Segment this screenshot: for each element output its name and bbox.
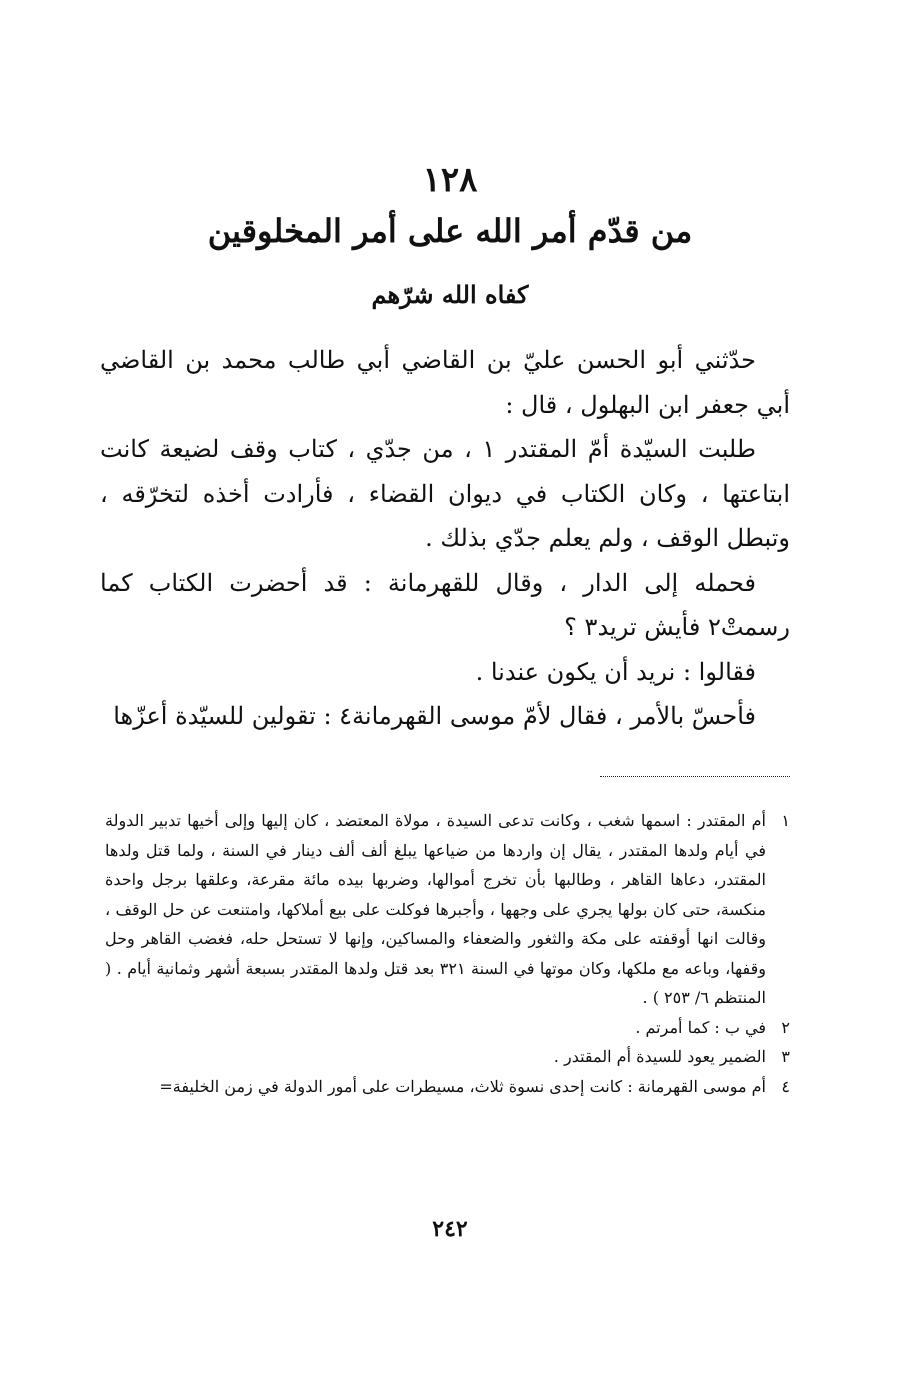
footnote-number: ٣	[781, 1047, 790, 1066]
footnotes	[105, 806, 790, 1101]
story-number: ١٢٨	[422, 160, 478, 200]
footnote-text: أم المقتدر : اسمها شغب ، وكانت تدعى السيدة ، مولاة المعتضد ، كان إليها وإلى أخيها تدبير الدولة في أيام ولدها المقتدر ، يقال إن واردها من ضياعها يبلغ ألف ألف دينار في السنة ، ولما قتل ولدها المقتدر، دعاها القاهر ، وطالبها بأن تخرج أموالها، وضربها بيده مائة مقرعة، وعلقها برجل واحدة منكسة، حتى كان بولها يجري على وجهها ، وأجبرها فوكلت على بيع أملاكها، وامتنعت عن حل الوقف ، وقالت انها أوقفته على مكة والثغور والضعفاء والمساكين، وإنها لا تستحل حله، فغضب القاهر وحل وقفها، وباعه مع ملكها، وكان موتها في السنة ٣٢١ بعد قتل ولدها المقتدر بسبعة أشهر وثمانية أيام . ( المنتظم ٦/ ٢٥٣ ) .	[105, 811, 767, 1007]
story-title: من قدّم أمر الله على أمر المخلوقين	[207, 212, 693, 250]
footnote-text: أم موسى القهرمانة : كانت إحدى نسوة ثلاث، مسيطرات على أمور الدولة في زمن الخليفة=	[159, 1076, 766, 1096]
footnote-3	[105, 1042, 790, 1072]
paragraph-1: حدّثني أبو الحسن عليّ بن القاضي أبي طالب محمد بن القاضي أبي جعفر ابن البهلول ، قال :	[100, 346, 790, 419]
paragraph-4: فقالوا : نريد أن يكون عندنا .	[475, 657, 756, 686]
paragraph-5: فأحسّ بالأمر ، فقال لأمّ موسى القهرمانة٤ : تقولين للسيّدة أعزّها	[113, 702, 756, 730]
footnote-number: ١	[781, 811, 790, 830]
paragraph-2: طلبت السيّدة أمّ المقتدر ١ ، من جدّي ، كتاب وقف لضيعة كانت ابتاعتها ، وكان الكتاب في ديوان القضاء ، فأرادت أخذه لتخرّقه ، وتبطل الوقف ، ولم يعلم جدّي بذلك .	[100, 435, 790, 552]
footnote-2	[105, 1013, 790, 1043]
footnote-1	[105, 806, 790, 1013]
footnote-text: في ب : كما أمرتم .	[635, 1017, 766, 1037]
footnote-separator	[600, 776, 790, 777]
main-text	[100, 338, 790, 739]
footnote-text: الضمير يعود للسيدة أم المقتدر .	[553, 1047, 766, 1066]
footnote-4	[105, 1072, 790, 1102]
footnote-number: ٤	[781, 1076, 790, 1096]
footnote-number: ٢	[781, 1017, 790, 1037]
page-number: ٢٤٢	[432, 1216, 468, 1242]
story-subtitle: كفاه الله شرّهم	[371, 280, 529, 309]
paragraph-3: فحمله إلى الدار ، وقال للقهرمانة : قد أحضرت الكتاب كما رسمتْ٢ فأيش تريد٣ ؟	[100, 568, 790, 641]
